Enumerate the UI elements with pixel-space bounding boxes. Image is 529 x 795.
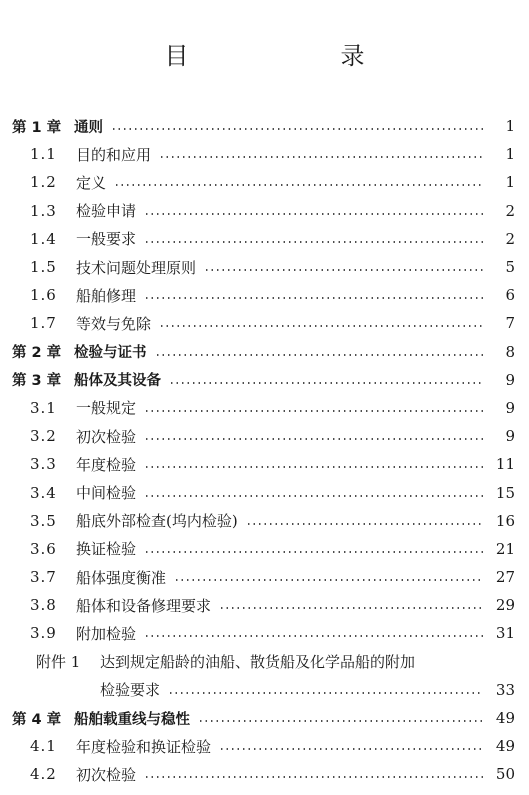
toc-entry-title: 初次检验 bbox=[76, 765, 137, 784]
toc-entry-title: 一般要求 bbox=[76, 230, 137, 249]
dot-leader bbox=[111, 128, 483, 130]
dot-leader bbox=[169, 382, 483, 384]
toc-entry-section[interactable] bbox=[0, 422, 529, 450]
toc-entry-section[interactable] bbox=[0, 253, 529, 281]
dot-leader bbox=[114, 184, 483, 186]
toc-entry-section[interactable] bbox=[0, 168, 529, 196]
toc-entry-title: 检验要求 bbox=[100, 681, 161, 700]
toc-entry-page-number: 5 bbox=[505, 258, 515, 277]
dot-leader bbox=[144, 438, 483, 440]
toc-entry-page-number: 11 bbox=[495, 455, 515, 474]
dot-leader bbox=[159, 156, 483, 158]
toc-entry-title: 船舶修理 bbox=[76, 286, 137, 305]
toc-entry-title: 等效与免除 bbox=[76, 314, 152, 333]
toc-entry-page-number: 9 bbox=[505, 398, 515, 417]
toc-entry-number: 1.7 bbox=[30, 314, 57, 333]
toc-entry-number: 3.7 bbox=[30, 568, 57, 587]
toc-entry-number: 附件 1 bbox=[36, 653, 81, 672]
toc-entry-page-number: 9 bbox=[505, 370, 515, 389]
toc-entry-number: 第 1 章 bbox=[12, 119, 62, 136]
toc-entry-section[interactable] bbox=[0, 563, 529, 591]
toc-entry-page-number: 49 bbox=[495, 737, 515, 756]
toc-entry-title: 换证检验 bbox=[76, 540, 137, 559]
toc-entry-page-number: 27 bbox=[495, 568, 515, 587]
toc-entry-number: 4.2 bbox=[30, 765, 57, 784]
dot-leader bbox=[159, 325, 483, 327]
toc-entry-title: 船体及其设备 bbox=[74, 373, 161, 390]
toc-entry-section[interactable] bbox=[0, 225, 529, 253]
toc-entry-title: 船舶载重线与稳性 bbox=[74, 711, 190, 728]
toc-entry-title: 定义 bbox=[76, 173, 107, 192]
toc-entry-number: 3.5 bbox=[30, 511, 57, 530]
dot-leader bbox=[204, 269, 483, 271]
toc-entry-page-number: 50 bbox=[495, 765, 515, 784]
toc-entry-title: 技术问题处理原则 bbox=[76, 258, 197, 277]
toc-entry-title: 检验与证书 bbox=[74, 345, 147, 362]
toc-entry-title: 中间检验 bbox=[76, 484, 137, 503]
toc-entry-number: 3.6 bbox=[30, 539, 57, 558]
toc-entry-section[interactable] bbox=[0, 760, 529, 788]
toc-entry-section[interactable] bbox=[0, 507, 529, 535]
toc-entry-page-number: 29 bbox=[495, 596, 515, 615]
toc-entry-title: 初次检验 bbox=[76, 427, 137, 446]
toc-entry-page-number: 6 bbox=[505, 286, 515, 305]
dot-leader bbox=[168, 692, 483, 694]
toc-entry-section[interactable] bbox=[0, 478, 529, 506]
table-of-contents bbox=[0, 112, 529, 789]
toc-entry-chapter[interactable] bbox=[0, 366, 529, 394]
toc-entry-number: 1.1 bbox=[30, 145, 57, 164]
toc-entry-title: 船体强度衡准 bbox=[76, 568, 167, 587]
toc-entry-title: 通则 bbox=[74, 119, 103, 136]
toc-entry-page-number: 2 bbox=[505, 229, 515, 248]
toc-entry-title: 船底外部检查(坞内检验) bbox=[76, 512, 238, 531]
dot-leader bbox=[144, 776, 483, 778]
toc-entry-title: 检验申请 bbox=[76, 202, 137, 221]
toc-entry-page-number: 8 bbox=[505, 342, 515, 361]
toc-entry-section[interactable] bbox=[0, 394, 529, 422]
dot-leader bbox=[144, 495, 483, 497]
dot-leader bbox=[219, 607, 483, 609]
toc-entry-chapter[interactable] bbox=[0, 704, 529, 732]
toc-entry-page-number: 15 bbox=[495, 483, 515, 502]
toc-entry-number: 1.6 bbox=[30, 286, 57, 305]
toc-entry-annex[interactable] bbox=[0, 648, 529, 676]
toc-entry-number: 3.3 bbox=[30, 455, 57, 474]
toc-entry-number: 第 3 章 bbox=[12, 373, 62, 390]
dot-leader bbox=[144, 551, 483, 553]
toc-entry-section[interactable] bbox=[0, 535, 529, 563]
toc-entry-page-number: 1 bbox=[505, 117, 515, 136]
toc-entry-number: 3.1 bbox=[30, 398, 57, 417]
toc-entry-title: 船体和设备修理要求 bbox=[76, 596, 212, 615]
toc-entry-number: 1.4 bbox=[30, 229, 57, 248]
toc-entry-section[interactable] bbox=[0, 281, 529, 309]
toc-entry-chapter[interactable] bbox=[0, 112, 529, 140]
toc-entry-title: 目的和应用 bbox=[76, 145, 152, 164]
toc-entry-section[interactable] bbox=[0, 619, 529, 647]
toc-entry-annex-cont[interactable] bbox=[0, 676, 529, 704]
toc-entry-number: 1.2 bbox=[30, 173, 57, 192]
toc-entry-page-number: 21 bbox=[495, 539, 515, 558]
dot-leader bbox=[144, 241, 483, 243]
toc-entry-page-number: 33 bbox=[495, 680, 515, 699]
toc-entry-page-number: 31 bbox=[495, 624, 515, 643]
page-title: 目 录 bbox=[164, 42, 429, 70]
toc-entry-number: 3.9 bbox=[30, 624, 57, 643]
toc-entry-number: 4.1 bbox=[30, 737, 57, 756]
toc-entry-section[interactable] bbox=[0, 591, 529, 619]
toc-entry-page-number: 1 bbox=[505, 145, 515, 164]
toc-entry-page-number: 16 bbox=[495, 511, 515, 530]
toc-entry-page-number: 7 bbox=[505, 314, 515, 333]
toc-entry-number: 第 2 章 bbox=[12, 345, 62, 362]
toc-entry-chapter[interactable] bbox=[0, 338, 529, 366]
toc-entry-page-number: 9 bbox=[505, 427, 515, 446]
toc-entry-number: 3.2 bbox=[30, 427, 57, 446]
dot-leader bbox=[144, 213, 483, 215]
toc-entry-page-number: 2 bbox=[505, 201, 515, 220]
toc-entry-number: 1.3 bbox=[30, 201, 57, 220]
toc-entry-page-number: 49 bbox=[495, 709, 515, 728]
toc-entry-title: 附加检验 bbox=[76, 624, 137, 643]
dot-leader bbox=[246, 523, 483, 525]
dot-leader bbox=[219, 748, 483, 750]
toc-entry-title: 一般规定 bbox=[76, 399, 137, 418]
toc-entry-number: 3.4 bbox=[30, 483, 57, 502]
toc-entry-page-number: 1 bbox=[505, 173, 515, 192]
toc-entry-section[interactable] bbox=[0, 450, 529, 478]
toc-entry-section[interactable] bbox=[0, 309, 529, 337]
dot-leader bbox=[144, 297, 483, 299]
toc-entry-number: 3.8 bbox=[30, 596, 57, 615]
toc-entry-section[interactable] bbox=[0, 732, 529, 760]
toc-entry-number: 第 4 章 bbox=[12, 711, 62, 728]
toc-entry-title: 达到规定船龄的油船、散货船及化学品船的附加 bbox=[100, 653, 416, 672]
dot-leader bbox=[144, 410, 483, 412]
dot-leader bbox=[144, 635, 483, 637]
toc-entry-title: 年度检验和换证检验 bbox=[76, 737, 212, 756]
dot-leader bbox=[144, 466, 483, 468]
toc-entry-section[interactable] bbox=[0, 197, 529, 225]
toc-entry-title: 年度检验 bbox=[76, 455, 137, 474]
dot-leader bbox=[174, 579, 483, 581]
toc-entry-section[interactable] bbox=[0, 140, 529, 168]
dot-leader bbox=[155, 354, 484, 356]
dot-leader bbox=[198, 720, 483, 722]
toc-entry-number: 1.5 bbox=[30, 258, 57, 277]
